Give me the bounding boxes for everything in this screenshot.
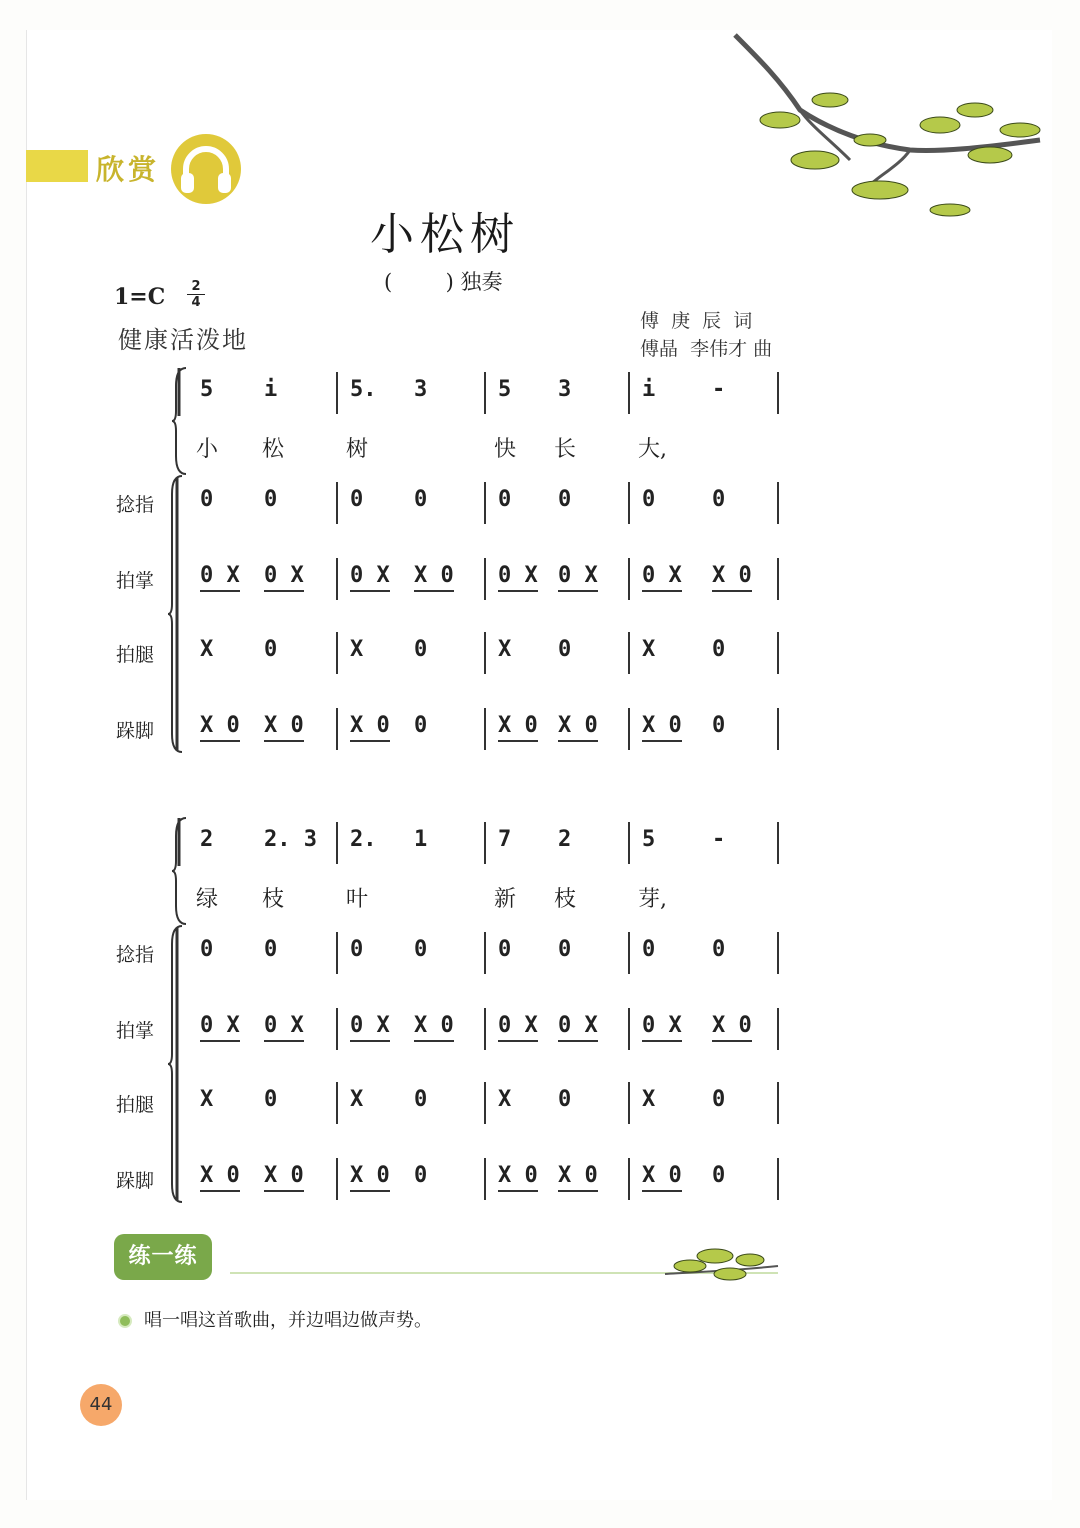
rhythm-note: 0 X <box>642 563 682 588</box>
rhythm-note: 0 <box>200 937 214 962</box>
eighth-underline <box>350 1190 390 1192</box>
practice-badge: 练一练 <box>114 1234 212 1280</box>
bar-line <box>628 822 630 864</box>
rhythm-note: X 0 <box>712 563 752 588</box>
melody-note: 2. 3 <box>264 827 317 852</box>
rhythm-note: 0 <box>712 1163 726 1188</box>
rhythm-note: 0 X <box>558 563 598 588</box>
bar-line <box>777 708 779 750</box>
rhythm-note: 0 <box>712 713 726 738</box>
eighth-underline <box>200 1190 240 1192</box>
rhythm-note: 0 <box>414 937 428 962</box>
rhythm-note: 0 X <box>264 1013 304 1038</box>
row-label-thigh: 拍腿 <box>116 1094 155 1116</box>
bar-line <box>777 1008 779 1050</box>
rhythm-note: 0 <box>264 1087 278 1112</box>
melody-note: - <box>712 827 726 852</box>
eighth-underline <box>350 740 390 742</box>
bar-line <box>628 1082 630 1124</box>
melody-brace <box>172 816 188 926</box>
bar-line <box>628 558 630 600</box>
bar-line <box>628 372 630 414</box>
rhythm-note: 0 <box>558 1087 572 1112</box>
rhythm-note: 0 X <box>350 1013 390 1038</box>
rhythm-note: 0 <box>712 937 726 962</box>
eighth-underline <box>498 740 538 742</box>
rhythm-note: 0 <box>264 487 278 512</box>
row-label-clap: 拍掌 <box>116 1020 155 1042</box>
row-label-stomp: 跺脚 <box>116 1170 155 1192</box>
rhythm-note: X 0 <box>350 713 390 738</box>
row-label-stomp: 跺脚 <box>116 720 155 742</box>
row-label-snap: 捻指 <box>116 494 155 516</box>
eighth-underline <box>264 1190 304 1192</box>
rhythm-note: 0 <box>414 713 428 738</box>
eighth-underline <box>414 1040 454 1042</box>
time-signature-bottom: 4 <box>191 295 201 310</box>
eighth-underline <box>558 1040 598 1042</box>
row-label-snap: 捻指 <box>116 944 155 966</box>
rhythm-note: 0 <box>558 637 572 662</box>
row-label-clap: 拍掌 <box>116 570 155 592</box>
time-signature <box>187 280 205 309</box>
bar-line <box>484 932 486 974</box>
melody-note: 3 <box>558 377 572 402</box>
rhythm-note: X 0 <box>712 1013 752 1038</box>
rhythm-note: X 0 <box>200 713 240 738</box>
bar-line <box>484 1082 486 1124</box>
eighth-underline <box>498 590 538 592</box>
rhythm-note: 0 X <box>200 563 240 588</box>
bar-line <box>336 558 338 600</box>
tempo-marking: 健康活泼地 <box>118 326 248 354</box>
lyricist-credit: 傅 庚 辰 词 <box>640 310 753 332</box>
melody-note: i <box>642 377 656 402</box>
eighth-underline <box>200 740 240 742</box>
bar-line <box>336 932 338 974</box>
melody-note: 5 <box>642 827 656 852</box>
page-number: 44 <box>80 1384 122 1426</box>
page-edge <box>26 30 27 1500</box>
rhythm-note: 0 <box>200 487 214 512</box>
bar-line <box>336 822 338 864</box>
lyric-syllable: 枝 <box>554 887 577 912</box>
rhythm-note: X 0 <box>642 1163 682 1188</box>
melody-note: 1 <box>414 827 428 852</box>
melody-brace <box>172 366 188 476</box>
rhythm-note: 0 <box>264 637 278 662</box>
bar-line <box>336 372 338 414</box>
rhythm-note: 0 <box>414 1087 428 1112</box>
melody-note: 5 <box>200 377 214 402</box>
rhythm-note: 0 <box>712 637 726 662</box>
rhythm-note: 0 <box>558 937 572 962</box>
eighth-underline <box>264 590 304 592</box>
bar-line <box>484 482 486 524</box>
section-tab-label: 欣赏 <box>96 153 161 186</box>
rhythm-note: 0 <box>558 487 572 512</box>
melody-note: 2. <box>350 827 377 852</box>
bar-line <box>484 632 486 674</box>
eighth-underline <box>642 740 682 742</box>
rhythm-note: 0 <box>264 937 278 962</box>
bar-line <box>336 1082 338 1124</box>
bar-line <box>336 1008 338 1050</box>
percussion-brace <box>168 924 184 1204</box>
bar-line <box>336 632 338 674</box>
song-subtitle: ( ) 独奏 <box>384 270 503 294</box>
bar-line <box>777 632 779 674</box>
rhythm-note: 0 X <box>642 1013 682 1038</box>
rhythm-note: 0 <box>414 637 428 662</box>
rhythm-note: X 0 <box>558 1163 598 1188</box>
melody-note: 5 <box>498 377 512 402</box>
eighth-underline <box>498 1040 538 1042</box>
lyric-syllable: 叶 <box>346 887 369 912</box>
lyric-syllable: 绿 <box>196 887 219 912</box>
rhythm-note: X <box>498 1087 512 1112</box>
lyric-syllable: 大, <box>638 437 667 462</box>
practice-instruction: 唱一唱这首歌曲，并边唱边做声势。 <box>144 1310 432 1331</box>
eighth-underline <box>642 1190 682 1192</box>
melody-note: 5. <box>350 377 377 402</box>
percussion-brace <box>168 474 184 754</box>
melody-note: 3 <box>414 377 428 402</box>
rhythm-note: X 0 <box>414 563 454 588</box>
rhythm-note: X 0 <box>264 713 304 738</box>
bar-line <box>484 708 486 750</box>
bar-line <box>628 632 630 674</box>
pine-sprig-illustration <box>660 1236 780 1286</box>
rhythm-note: 0 <box>712 1087 726 1112</box>
lyric-syllable: 小 <box>196 437 219 462</box>
rhythm-note: X 0 <box>498 713 538 738</box>
eighth-underline <box>558 740 598 742</box>
bar-line <box>777 932 779 974</box>
rhythm-note: 0 X <box>350 563 390 588</box>
key-signature: 1=C <box>114 284 166 310</box>
rhythm-note: X <box>498 637 512 662</box>
melody-note: 2 <box>200 827 214 852</box>
rhythm-note: 0 <box>642 937 656 962</box>
rhythm-note: 0 <box>498 937 512 962</box>
rhythm-note: 0 <box>350 937 364 962</box>
eighth-underline <box>350 590 390 592</box>
bar-line <box>336 482 338 524</box>
bar-line <box>484 1158 486 1200</box>
bar-line <box>628 482 630 524</box>
rhythm-note: X 0 <box>264 1163 304 1188</box>
bar-line <box>336 708 338 750</box>
bar-line <box>336 1158 338 1200</box>
rhythm-note: X <box>200 637 214 662</box>
eighth-underline <box>558 1190 598 1192</box>
eighth-underline <box>200 590 240 592</box>
section-tab-bar <box>26 150 88 182</box>
rhythm-note: X 0 <box>200 1163 240 1188</box>
bar-line <box>628 1158 630 1200</box>
melody-note: - <box>712 377 726 402</box>
composer-credit: 傅晶 李伟才 曲 <box>640 338 773 360</box>
eighth-underline <box>350 1040 390 1042</box>
bar-line <box>777 1082 779 1124</box>
rhythm-note: X 0 <box>642 713 682 738</box>
song-title: 小松树 <box>370 209 520 260</box>
rhythm-note: X <box>642 1087 656 1112</box>
bar-line <box>484 822 486 864</box>
eighth-underline <box>642 1040 682 1042</box>
lyric-syllable: 新 <box>494 887 517 912</box>
rhythm-note: X <box>642 637 656 662</box>
eighth-underline <box>264 740 304 742</box>
rhythm-note: 0 X <box>200 1013 240 1038</box>
bar-line <box>628 1008 630 1050</box>
bar-line <box>777 372 779 414</box>
rhythm-note: 0 X <box>264 563 304 588</box>
rhythm-note: X <box>350 637 364 662</box>
melody-note: 7 <box>498 827 512 852</box>
eighth-underline <box>414 590 454 592</box>
lyric-syllable: 长 <box>554 437 577 462</box>
rhythm-note: 0 <box>414 487 428 512</box>
lyric-syllable: 松 <box>262 437 285 462</box>
bar-line <box>777 1158 779 1200</box>
eighth-underline <box>712 590 752 592</box>
bar-line <box>484 1008 486 1050</box>
eighth-underline <box>498 1190 538 1192</box>
rhythm-note: 0 X <box>498 1013 538 1038</box>
lyric-syllable: 快 <box>494 437 517 462</box>
rhythm-note: 0 X <box>558 1013 598 1038</box>
bar-line <box>628 708 630 750</box>
bar-line <box>484 372 486 414</box>
eighth-underline <box>264 1040 304 1042</box>
lyric-syllable: 枝 <box>262 887 285 912</box>
melody-note: i <box>264 377 278 402</box>
rhythm-note: X <box>200 1087 214 1112</box>
rhythm-note: 0 X <box>498 563 538 588</box>
rhythm-note: X 0 <box>558 713 598 738</box>
bar-line <box>777 482 779 524</box>
eighth-underline <box>558 590 598 592</box>
rhythm-note: X 0 <box>350 1163 390 1188</box>
rhythm-note: X 0 <box>498 1163 538 1188</box>
eighth-underline <box>642 590 682 592</box>
bar-line <box>628 932 630 974</box>
rhythm-note: 0 <box>414 1163 428 1188</box>
melody-note: 2 <box>558 827 572 852</box>
eighth-underline <box>200 1040 240 1042</box>
rhythm-note: X 0 <box>414 1013 454 1038</box>
eighth-underline <box>712 1040 752 1042</box>
pine-branch-illustration <box>720 30 1050 220</box>
bullet-icon <box>118 1314 132 1328</box>
bar-line <box>777 822 779 864</box>
time-signature-top: 2 <box>191 279 201 294</box>
rhythm-note: X <box>350 1087 364 1112</box>
rhythm-note: 0 <box>712 487 726 512</box>
bar-line <box>777 558 779 600</box>
headphones-icon <box>170 133 242 205</box>
row-label-thigh: 拍腿 <box>116 644 155 666</box>
rhythm-note: 0 <box>350 487 364 512</box>
rhythm-note: 0 <box>642 487 656 512</box>
lyric-syllable: 芽, <box>638 887 667 912</box>
lyric-syllable: 树 <box>346 437 369 462</box>
bar-line <box>484 558 486 600</box>
rhythm-note: 0 <box>498 487 512 512</box>
